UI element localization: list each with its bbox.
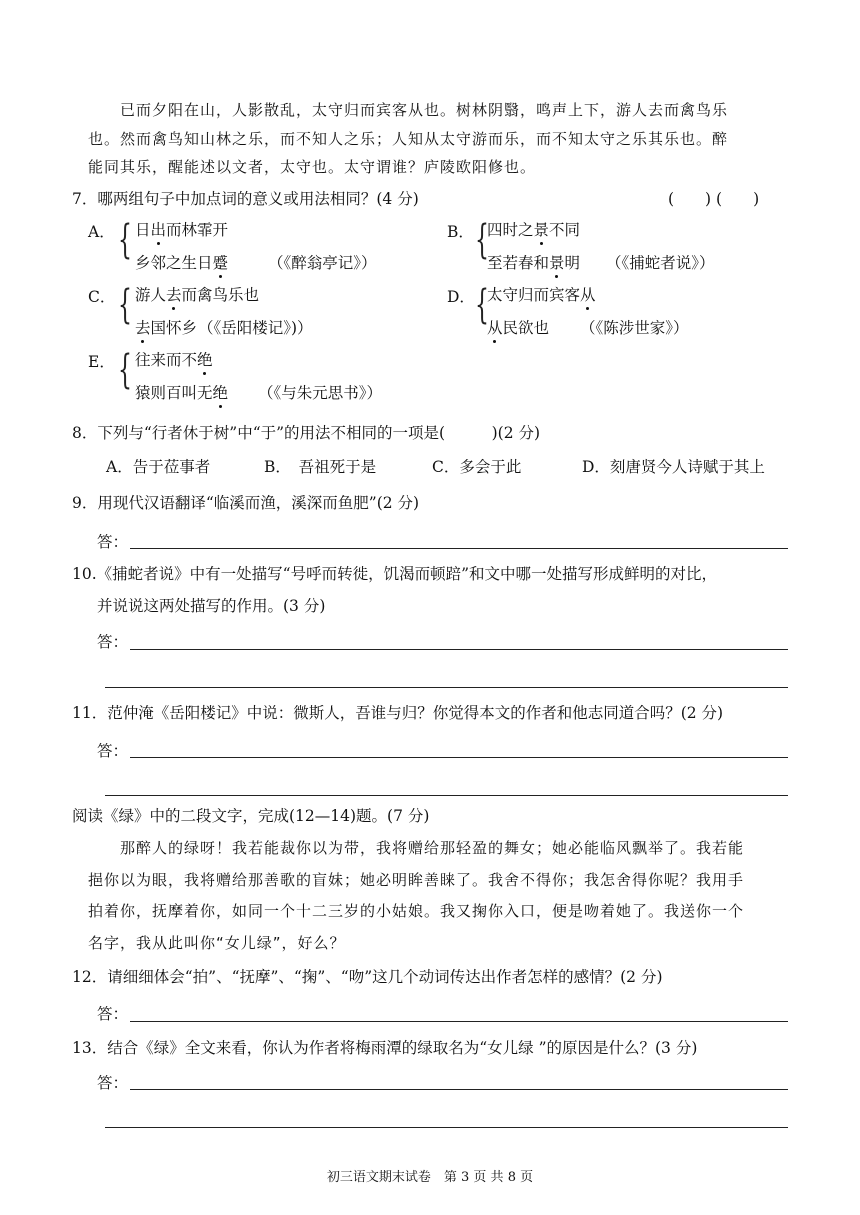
q9-answer-line[interactable] bbox=[130, 548, 788, 549]
q7-option-a-sentence-1: 日出而林霏开 bbox=[135, 221, 229, 239]
q7-option-d-sentence-1: 太守归而宾客从 bbox=[487, 286, 596, 304]
q7-option-e-label: E． bbox=[88, 353, 115, 371]
q7-option-d-sentence-2: 从民欲也 bbox=[487, 319, 550, 337]
passage1-line-3: 能同其乐，醒能述以文者，太守也。太守谓谁？庐陵欧阳修也。 bbox=[88, 158, 537, 176]
q8-option-d: D．刻唐贤今人诗赋于其上 bbox=[582, 458, 765, 476]
q7-option-e-sentence-1: 往来而不绝 bbox=[135, 351, 213, 369]
q12-answer-label: 答： bbox=[97, 1005, 129, 1023]
q12-answer-line[interactable] bbox=[130, 1021, 788, 1022]
q7-option-a-label: A． bbox=[88, 223, 115, 241]
passage2-line-2: 挹你以为眼，我将赠给那善歌的盲妹；她必明眸善睐了。我舍不得你；我怎舍得你呢？我用手 bbox=[88, 871, 745, 889]
q7-option-e-brace: { bbox=[118, 347, 132, 393]
q7-option-a-sentence-2: 乡邻之生日蹙 bbox=[135, 254, 229, 272]
reading-intro: 阅读《绿》中的二段文字，完成(12—14)题。(7 分) bbox=[72, 807, 430, 825]
q12-stem: 12．请细细体会“拍”、“抚摩”、“掬”、“吻”这几个动词传达出作者怎样的感情？(2 分) bbox=[72, 968, 663, 986]
q10-answer-line-2[interactable] bbox=[105, 687, 788, 688]
q9-stem: 9．用现代汉语翻译“临溪而渔，溪深而鱼肥”(2 分) bbox=[72, 494, 420, 512]
q7-option-c-sentence-2: 去国怀乡 bbox=[135, 319, 198, 337]
q7-option-b-sentence-2: 至若春和景明 bbox=[487, 254, 581, 272]
q7-option-b-brace: { bbox=[475, 217, 489, 263]
q7-option-c-source: （《岳阳楼记》)） bbox=[198, 319, 313, 337]
q10-stem-line-2: 并说说这两处描写的作用。(3 分) bbox=[97, 597, 326, 615]
q7-option-e-sentence-2: 猿则百叫无绝 bbox=[135, 384, 229, 402]
q11-answer-label: 答： bbox=[97, 742, 129, 760]
passage2-line-1: 那醉人的绿呀！我若能裁你以为带，我将赠给那轻盈的舞女；她必能临风飘举了。我若能 bbox=[120, 839, 745, 857]
q13-answer-line-1[interactable] bbox=[130, 1089, 788, 1090]
q13-stem: 13．结合《绿》全文来看，你认为作者将梅雨潭的绿取名为“女儿绿 ”的原因是什么？(3 分) bbox=[72, 1039, 698, 1057]
q7-stem: 7．哪两组句子中加点词的意义或用法相同？(4 分) bbox=[72, 190, 419, 208]
q11-answer-line-2[interactable] bbox=[105, 795, 788, 796]
q13-answer-label: 答： bbox=[97, 1074, 129, 1092]
q7-option-a-source: （《醉翁亭记》） bbox=[268, 254, 377, 272]
q7-option-b-sentence-1: 四时之景不同 bbox=[487, 221, 581, 239]
q11-answer-line-1[interactable] bbox=[130, 757, 788, 758]
q7-option-d-source: （《陈涉世家》） bbox=[580, 319, 689, 337]
q9-answer-label: 答： bbox=[97, 533, 129, 551]
q7-option-a-brace: { bbox=[118, 217, 132, 263]
q7-answer-blank: ( ) ( ) bbox=[668, 190, 760, 208]
q10-answer-line-1[interactable] bbox=[130, 649, 788, 650]
q11-stem: 11．范仲淹《岳阳楼记》中说：微斯人，吾谁与归？你觉得本文的作者和他志同道合吗？(2 分) bbox=[72, 704, 724, 722]
q7-option-d-brace: { bbox=[475, 282, 489, 328]
q7-option-b-label: B． bbox=[447, 223, 474, 241]
q10-answer-label: 答： bbox=[97, 633, 129, 651]
q10-stem-line-1: 10.《捕蛇者说》中有一处描写“号呼而转徙，饥渴而顿踣”和文中哪一处描写形成鲜明的对比， bbox=[72, 565, 718, 583]
passage2-line-4: 名字，我从此叫你“女儿绿”，好么？ bbox=[88, 934, 346, 952]
passage1-line-1: 已而夕阳在山，人影散乱，太守归而宾客从也。树林阴翳，鸣声上下，游人去而禽鸟乐 bbox=[120, 101, 729, 119]
q7-option-c-sentence-1: 游人去而禽鸟乐也 bbox=[135, 286, 260, 304]
q8-option-c: C．多会于此 bbox=[432, 458, 522, 476]
q13-answer-line-2[interactable] bbox=[105, 1127, 788, 1128]
q7-option-e-source: （《与朱元思书》） bbox=[258, 384, 383, 402]
q7-option-d-label: D． bbox=[447, 288, 475, 306]
q7-option-c-label: C． bbox=[88, 288, 116, 306]
q7-option-b-source: （《捕蛇者说》） bbox=[606, 254, 715, 272]
q7-option-c-brace: { bbox=[118, 282, 132, 328]
q8-option-b: B． 吾祖死于是 bbox=[264, 458, 377, 476]
passage1-line-2: 也。然而禽鸟知山林之乐，而不知人之乐；人知从太守游而乐，而不知太守之乐其乐也。醉 bbox=[88, 130, 729, 148]
q8-stem: 8．下列与“行者休于树”中“于”的用法不相同的一项是( )(2 分) bbox=[72, 424, 541, 442]
q8-option-a: A．告于莅事者 bbox=[106, 458, 211, 476]
passage2-line-3: 拍着你，抚摩着你，如同一个十二三岁的小姑娘。我又掬你入口，便是吻着她了。我送你一个 bbox=[88, 902, 745, 920]
page-footer: 初三语文期末试卷 第 3 页 共 8 页 bbox=[326, 1170, 534, 1185]
